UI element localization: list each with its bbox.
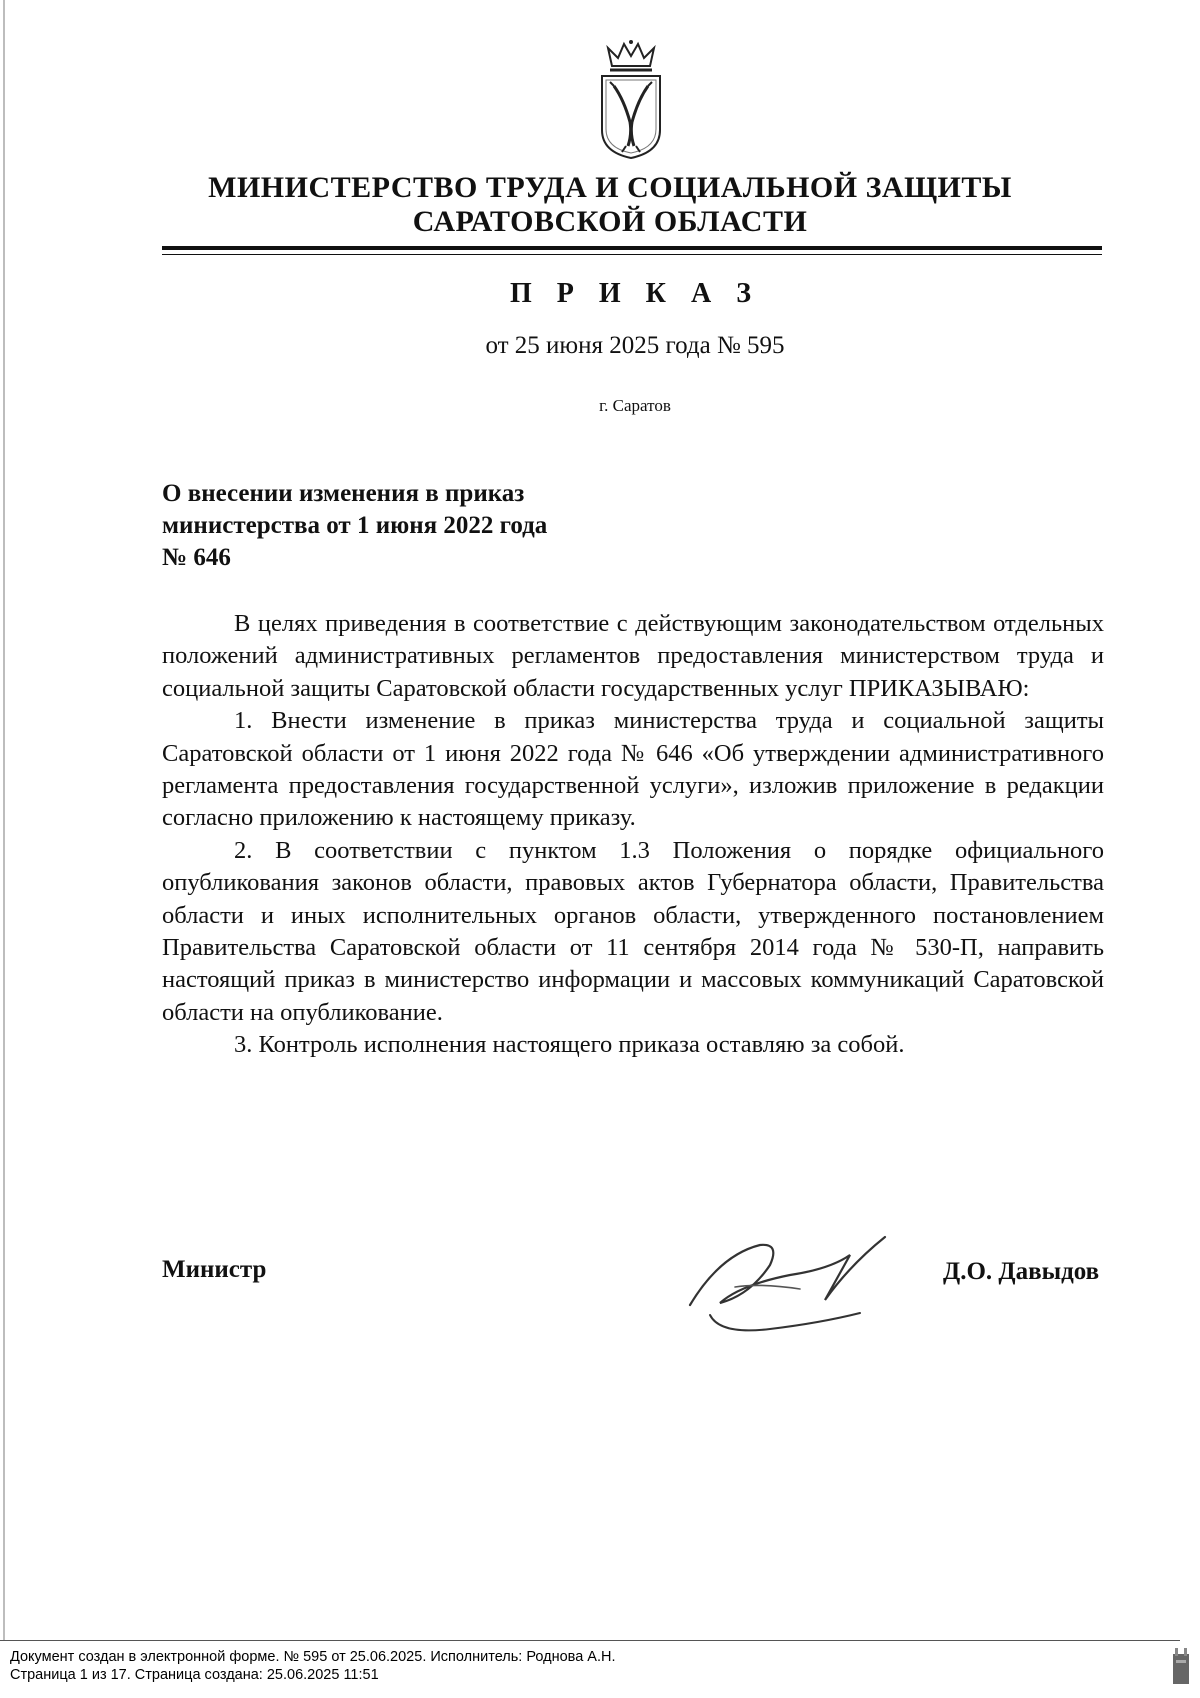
scan-edge xyxy=(3,0,5,1640)
order-title: П Р И К А З xyxy=(510,278,760,309)
saratov-coat-of-arms-icon xyxy=(590,38,672,160)
header-divider xyxy=(162,246,1102,250)
footer-divider xyxy=(0,1640,1180,1641)
header-divider-thin xyxy=(162,254,1102,255)
signatory-title: Министр xyxy=(162,1256,267,1283)
subject-line: О внесении изменения в приказ xyxy=(162,480,525,507)
subject-line: № 646 xyxy=(162,544,231,571)
body-item-3: 3. Контроль исполнения настоящего приказа оставляю за собой. xyxy=(234,1031,905,1059)
document-footer xyxy=(10,1648,616,1684)
footer-line: Документ создан в электронной форме. № 595 от 25.06.2025. Исполнитель: Роднова А.Н. xyxy=(10,1649,616,1665)
ministry-name-line1: МИНИСТЕРСТВО ТРУДА И СОЦИАЛЬНОЙ ЗАЩИТЫ xyxy=(208,171,1012,204)
edms-logo-icon xyxy=(1172,1646,1190,1686)
body-item-2: 2. В соответствии с пунктом 1.3 Положения о порядке официального опубликования законов области, правовых актов Губернатора области, Правительства области и иных исполнительных органов области, утвержденного постановлением Правительства Саратовской области от 11 сентября 2014 года № 530-П, направить настоящий приказ в министерство информации и массовых коммуникаций Саратовской области на опубликование. xyxy=(162,836,1104,1026)
handwritten-signature xyxy=(680,1225,930,1345)
ministry-name-line2: САРАТОВСКОЙ ОБЛАСТИ xyxy=(412,205,808,238)
signatory-name: Д.О. Давыдов xyxy=(943,1258,1100,1285)
subject-line: министерства от 1 июня 2022 года xyxy=(162,512,548,539)
order-city: г. Саратов xyxy=(599,396,671,415)
order-body xyxy=(162,608,1104,1062)
footer-line: Страница 1 из 17. Страница создана: 25.06.2025 11:51 xyxy=(10,1667,379,1683)
body-item-1: 1. Внести изменение в приказ министерства труда и социальной защиты Саратовской области от 1 июня 2022 года № 646 «Об утверждении административного регламента предоставления государственной услуги», изложив приложение в редакции согласно приложению к настоящему приказу. xyxy=(162,707,1104,832)
order-date-number: от 25 июня 2025 года № 595 xyxy=(485,332,785,359)
body-intro-paragraph: В целях приведения в соответствие с действующим законодательством отдельных положений административных регламентов предоставления министерством труда и социальной защиты Саратовской области государственных услуг ПРИКАЗЫВАЮ: xyxy=(162,610,1104,702)
order-subject xyxy=(162,478,722,574)
